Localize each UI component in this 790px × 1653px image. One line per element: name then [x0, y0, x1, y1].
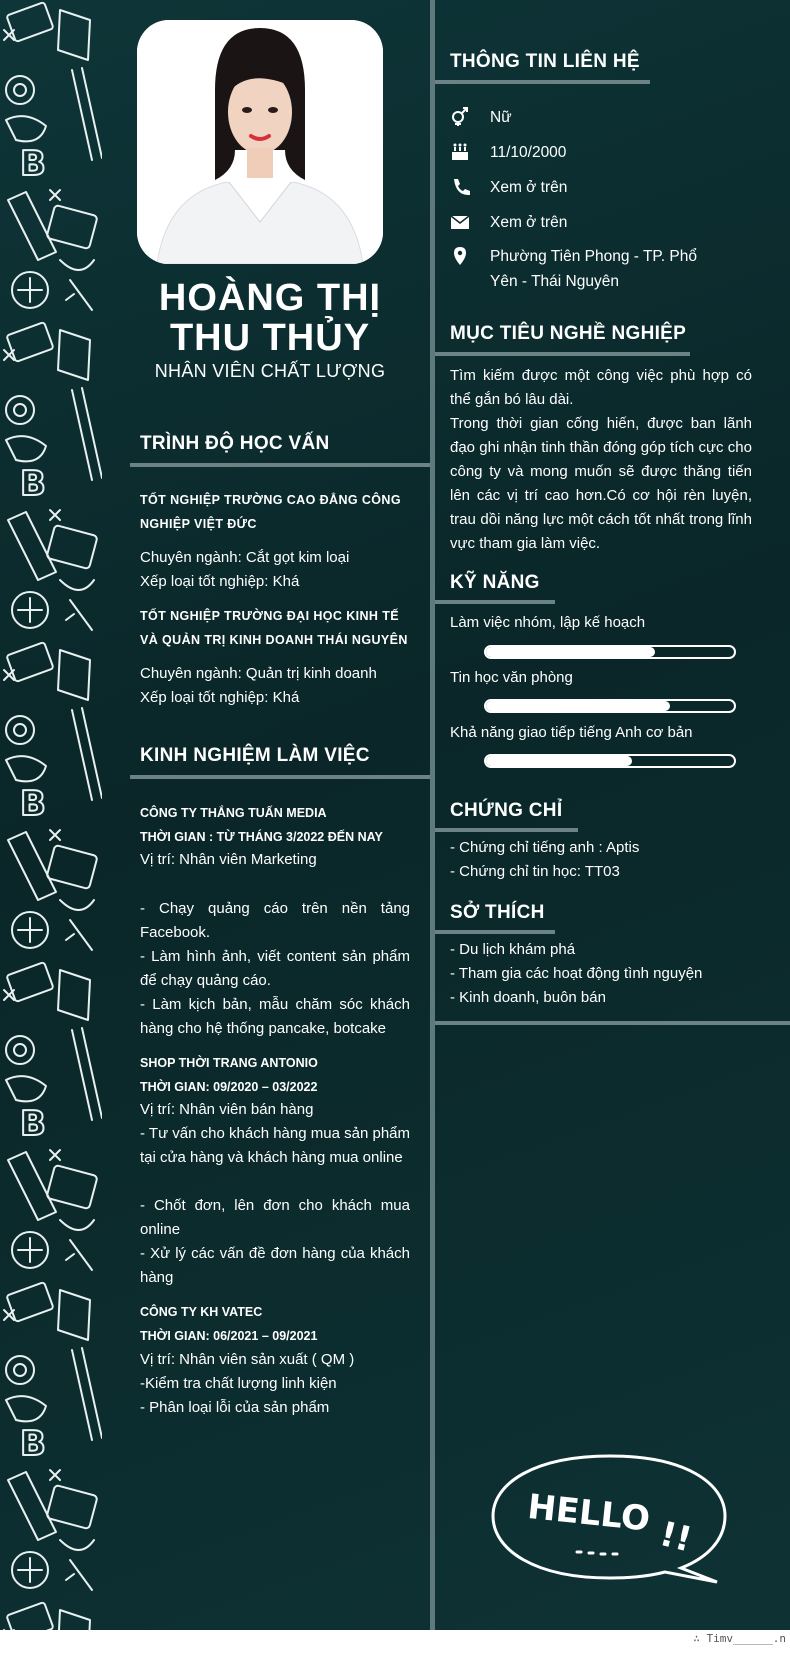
skill-name-1: Làm việc nhóm, lập kế hoạch [450, 614, 646, 631]
objective-paragraph-2: Trong thời gian cống hiến, được ban lãnh đạo ghi nhận tinh thần đóng góp tích cực cho công ty và mong muốn sẽ được thăng tiến lên các vị trí cao hơn.Có cơ hội rèn luyện, trau dồi năng lực một cách tốt nhất trong lĩnh vực tham gia làm việc. [450, 415, 752, 552]
experience-underline [130, 775, 430, 779]
name-line-2: THU THỦY [169, 317, 371, 359]
skill-bar-3 [484, 754, 736, 768]
hobby-item-2: - Tham gia các hoạt động tình nguyện [450, 965, 703, 982]
doodle-pattern [0, 0, 102, 1630]
experience-duty-1-3: - Làm kịch bản, mẫu chăm sóc khách hàng cho hệ thống pancake, botcake [140, 996, 410, 1037]
experience-position-2: Vị trí: Nhân viên bán hàng [140, 1101, 314, 1118]
contact-title: THÔNG TIN LIÊN HỆ [450, 51, 640, 72]
watermark-text: ∴ Timv______.n [693, 1632, 786, 1645]
hello-text: HELLO [525, 1486, 652, 1540]
cake-icon [450, 142, 470, 162]
hobby-item-1: - Du lịch khám phá [450, 941, 576, 958]
experience-position-1: Vị trí: Nhân viên Marketing [140, 851, 317, 868]
school-2-line-1: TỐT NGHIỆP TRƯỜNG ĐẠI HỌC KINH TẾ [140, 609, 400, 623]
skill-bar-1 [484, 645, 736, 659]
school-2-line-2: VÀ QUẢN TRỊ KINH DOANH THÁI NGUYÊN [140, 633, 408, 647]
phone-value: Xem ở trên [490, 179, 568, 196]
education-school-1 [140, 488, 410, 536]
location-pin-icon [450, 246, 470, 266]
name-line-1: HOÀNG THỊ [158, 277, 382, 319]
experience-company-3: CÔNG TY KH VATEC [140, 1305, 263, 1319]
footer-bar [0, 1630, 790, 1653]
profile-photo [137, 20, 383, 264]
phone-icon [450, 177, 470, 197]
hello-marks: !! [655, 1513, 696, 1561]
experience-company-2: SHOP THỜI TRANG ANTONIO [140, 1056, 318, 1070]
address-value: Phường Tiên Phong - TP. Phổ Yên - Thái Nguyên [490, 248, 697, 290]
experience-duty-1-2: - Làm hình ảnh, viết content sản phẩm để chạy quảng cáo. [140, 948, 410, 989]
envelope-icon [450, 212, 470, 232]
skills-underline [435, 600, 555, 604]
objective-title: MỤC TIÊU NGHỀ NGHIỆP [450, 323, 687, 344]
experience-duty-3-2: - Phân loại lỗi của sản phẩm [140, 1399, 330, 1416]
email-value: Xem ở trên [490, 214, 568, 231]
hobby-item-3: - Kinh doanh, buôn bán [450, 989, 606, 1006]
column-divider [430, 0, 435, 1630]
gender-icon [450, 107, 470, 127]
gender-value: Nữ [490, 109, 512, 126]
experience-title: KINH NGHIỆM LÀM VIỆC [140, 745, 370, 766]
skills-title: KỸ NĂNG [450, 572, 540, 593]
certificates-title: CHỨNG CHỈ [450, 800, 563, 821]
experience-duty-2-3: - Xử lý các vấn đề đơn hàng của khách hàng [140, 1245, 410, 1286]
skill-name-2: Tin học văn phòng [450, 669, 573, 686]
experience-time-1: THỜI GIAN : TỪ THÁNG 3/2022 ĐẾN NAY [140, 830, 383, 844]
education-school-2 [140, 604, 410, 652]
experience-position-3: Vị trí: Nhân viên sản xuất ( QM ) [140, 1351, 355, 1368]
objective-paragraph-1: Tìm kiếm được một công việc phù hợp có thể gắn bó lâu dài. [450, 367, 752, 408]
experience-duty-2-1: - Tư vấn cho khách hàng mua sản phẩm tại cửa hàng và khách hàng mua online [140, 1125, 410, 1166]
certificate-item-2: - Chứng chỉ tin học: TT03 [450, 863, 620, 880]
education-major-1: Chuyên ngành: Cắt gọt kim loại [140, 549, 350, 566]
education-grade-1: Xếp loại tốt nghiệp: Khá [140, 573, 300, 590]
job-title: NHÂN VIÊN CHẤT LƯỢNG [154, 361, 386, 381]
birthday-value: 11/10/2000 [490, 144, 567, 161]
education-major-2: Chuyên ngành: Quản trị kinh doanh [140, 665, 377, 682]
education-grade-2: Xếp loại tốt nghiệp: Khá [140, 689, 300, 706]
education-underline [130, 463, 430, 467]
skill-fill-3 [486, 756, 632, 766]
experience-duty-3-1: -Kiểm tra chất lượng linh kiện [140, 1375, 337, 1392]
experience-company-1: CÔNG TY THẮNG TUẤN MEDIA [140, 806, 327, 820]
experience-duty-1-1: - Chạy quảng cáo trên nền tảng Facebook. [140, 900, 410, 941]
school-1-line-1: TỐT NGHIỆP TRƯỜNG CAO ĐẲNG CÔNG [140, 493, 401, 507]
objective-underline [435, 352, 690, 356]
school-1-line-2: NGHIỆP VIỆT ĐỨC [140, 517, 257, 531]
skill-name-3: Khả năng giao tiếp tiếng Anh cơ bản [450, 724, 693, 741]
skill-bar-2 [484, 699, 736, 713]
hobbies-bottom-line [435, 1021, 790, 1025]
education-title: TRÌNH ĐỘ HỌC VẤN [140, 433, 330, 454]
contact-underline [435, 80, 650, 84]
skill-fill-1 [486, 647, 655, 657]
experience-duty-2-2: - Chốt đơn, lên đơn cho khách mua online [140, 1197, 410, 1238]
hello-speech-bubble [485, 1448, 735, 1588]
experience-time-3: THỜI GIAN: 06/2021 – 09/2021 [140, 1329, 318, 1343]
certificates-underline [435, 828, 578, 832]
experience-time-2: THỜI GIAN: 09/2020 – 03/2022 [140, 1080, 318, 1094]
avatar [137, 20, 383, 264]
hobbies-underline [435, 930, 555, 934]
skill-fill-2 [486, 701, 670, 711]
certificate-item-1: - Chứng chỉ tiếng anh : Aptis [450, 839, 640, 856]
hobbies-title: SỞ THÍCH [450, 902, 545, 923]
candidate-name [110, 278, 430, 358]
